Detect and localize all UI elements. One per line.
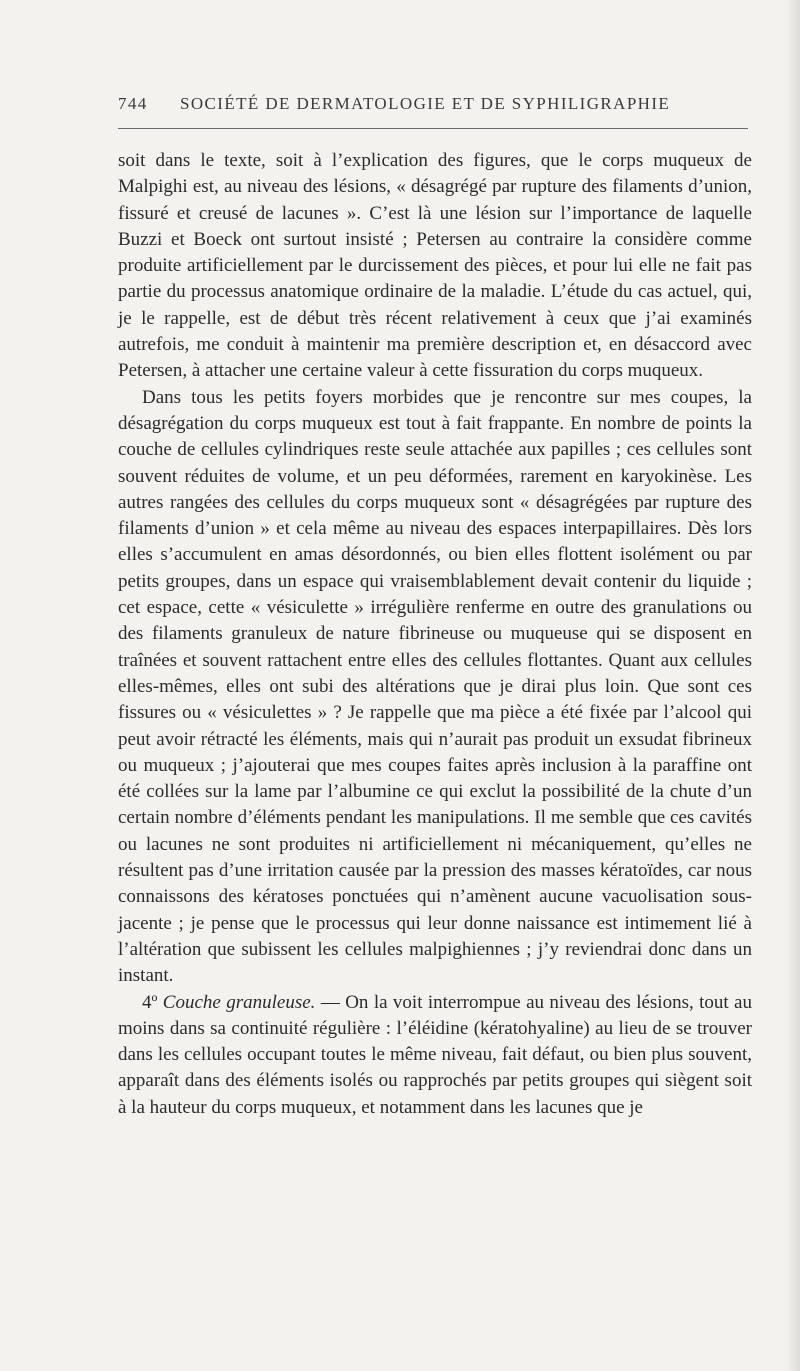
section-text: — On la voit interrompue au niveau des lésions, tout au moins dans sa continuité régulière : l’éléidine (kératohyaline) au lieu de se trouver dans les cellules occupant toutes le même niveau, fait défaut, ou bien plus souvent, apparaît dans des éléments isolés ou rapprochés par petits groupes qui siègent soit à la hauteur du corps muqueux, et notamment dans les lacunes que je xyxy=(118,991,752,1118)
body-text xyxy=(118,148,752,1121)
paragraph-granular-layer xyxy=(118,990,752,1121)
header-rule xyxy=(118,128,748,129)
page-edge-shadow xyxy=(786,0,800,1371)
paragraph-dissociation: Dans tous les petits foyers morbides que je rencontre sur mes coupes, la désagrégation du corps muqueux est tout à fait frappante. En nombre de points la couche de cellules cylindriques reste seule attachée aux papilles ; ces cellules sont souvent réduites de volume, et un peu déformées, rarement en karyokinèse. Les autres rangées des cellules du corps muqueux sont « désagrégées par rupture des filaments d’union » et cela même au niveau des espaces interpapillaires. Dès lors elles s’accumulent en amas désordonnés, ou bien elles flottent isolément ou par petits groupes, dans un espace qui vraisemblablement devait contenir du liquide ; cet espace, cette « vésiculette » irrégulière renferme en outre des granulations ou des filaments granuleux de nature fibrineuse ou muqueuse qui se disposent en traînées et souvent rattachent entre elles des cellules flottantes. Quant aux cellules elles-mêmes, elles ont subi des altérations que je dirai plus loin. Que sont ces fissures ou « vésiculettes » ? Je rappelle que ma pièce a été fixée par l’alcool qui peut avoir rétracté les éléments, mais qui n’aurait pas produit un exsudat fibrineux ou muqueux ; j’ajouterai que mes coupes faites après inclusion à la paraffine ont été collées sur la lame par l’albumine ce qui exclut la possibilité de la chute d’un certain nombre d’éléments pendant les manipulations. Il me semble que ces cavités ou lacunes ne sont produites ni artificiellement ni mécaniquement, qu’elles ne résultent pas d’une irritation causée par la pression des masses kératoïdes, car nous connaissons des kératoses ponctuées qui n’amènent aucune vacuolisation sous-jacente ; je pense que le processus qui leur donne naissance est intimement lié à l’altération que subissent les cellules malpighiennes ; j’y reviendrai donc dans un instant. xyxy=(118,386,752,987)
running-title: SOCIÉTÉ DE DERMATOLOGIE ET DE SYPHILIGRAPHIE xyxy=(180,94,671,113)
paragraph-continuation: soit dans le texte, soit à l’explication des figures, que le corps muqueux de Malpighi est, au niveau des lésions, « désagrégé par rupture des filaments d’union, fissuré et creusé de lacunes ». C’est là une lésion sur l’importance de laquelle Buzzi et Boeck ont surtout insisté ; Petersen au contraire la considère comme produite artificiellement par le durcissement des pièces, et pour lui elle ne fait pas partie du processus anatomique ordinaire de la maladie. L’étude du cas actuel, qui, je le rappelle, est de début très récent relativement à ceux que j’ai examinés autrefois, me conduit à maintenir ma première description et, en désaccord avec Petersen, à attacher une certaine valeur à cette fissuration du corps muqueux. xyxy=(118,150,752,382)
section-heading: Couche granuleuse. xyxy=(162,991,316,1013)
section-number: 4º xyxy=(142,991,158,1013)
page-number: 744 xyxy=(118,94,148,113)
